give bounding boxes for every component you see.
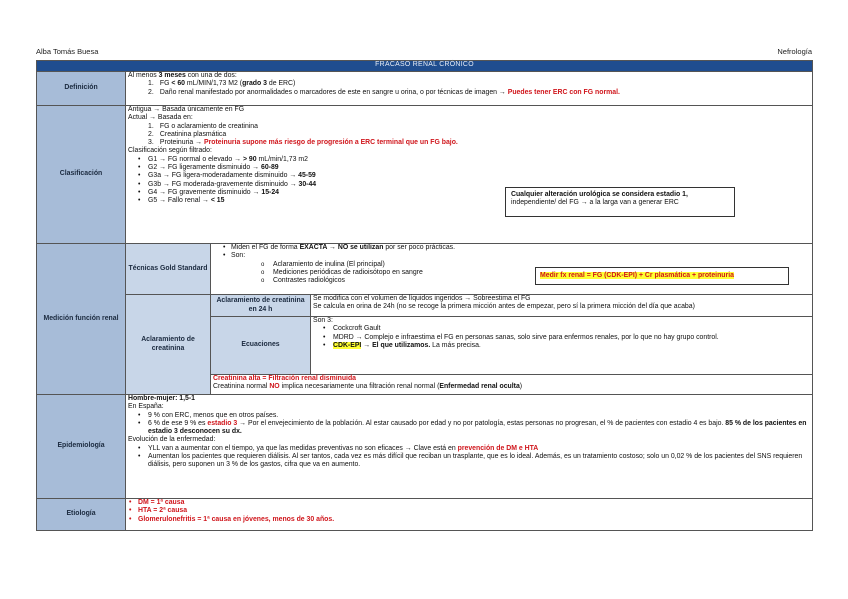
etiologia-content: • DM = 1ª causa • HTA = 2ª causa • Glomerulonefritis = 1ª causa en jóvenes, menos de 30 años. (126, 499, 813, 531)
clasificacion-content: Antigua → Basada únicamente en FG Actual → Basada en: 1. FG o aclaramiento de creatinina 2. Creatinina plasmática 3. Proteinuria → Proteinuria supone más riesgo de progresión a ERC terminal que un FG bajo. Clasificación según filtrado: • G1 → FG normal o elevado → > 90 mL/min/1,73 m2 • G2 → FG ligeramente disminuido → 60-89 • G3a → FG ligera-moderadamente disminuido → 45-59 • G3b → FG moderada-gravemente disminuido → 30-44 • G4 → FG gravemente disminuido → 15-24 • G5 → Fallo renal → < 15 (126, 106, 813, 244)
row-clasificacion (37, 106, 813, 244)
arrow-icon: → (498, 88, 506, 96)
label-ecuaciones: Ecuaciones (211, 317, 311, 375)
arrow-icon: → (195, 139, 203, 147)
medicion-callout: Medir fx renal = FG (CDK-EPI) + Cr plasmática + proteinuria (535, 267, 789, 285)
row-epidemiologia (37, 395, 813, 499)
row-etiologia (37, 499, 813, 531)
definicion-content: Al menos 3 meses con una de dos: 1. FG < 60 mL/MIN/1,73 M2 (grado 3 de ERC) 2. Daño renal manifestado por anormalidades o marcadores de este en sangre u orina, o por técnicas de imagen → Puedes tener ERC con FG normal. (126, 72, 813, 106)
tecnicas-content: • Miden el FG de forma EXACTA → NO se utilizan por ser poco prácticas. • Son: o Aclaramiento de inulina (El principal) o Mediciones periódicas de radioisótopo en sangre o Contrastes radiológicos (211, 244, 813, 295)
header-author: Alba Tomás Buesa (36, 47, 99, 56)
row-definicion (37, 72, 813, 106)
section-label-epidemiologia: Epidemiología (37, 395, 126, 499)
section-label-medicion: Medición función renal (37, 244, 126, 395)
epidemiologia-content: Hombre-mujer: 1,5-1 En España: • 9 % con ERC, menos que en otros países. • 6 % de ese 9 % es estadio 3 → Por el envejecimiento de la población. Al estar causado por edad y no por patología, estas personas no progresan, el % de pacientes con estadio 4 es bajo. 85 % de los pacientes en estadio 3 desconocen su dx. Evolución de la enfermedad: • YLL van a aumentar con el tiempo, ya que las medidas preventivas no son eficaces → Clave está en prevención de DM e HTA • Aumentan los pacientes que requieren diálisis. Al ser tantos, cada vez es más difícil que reciban un trasplante, que es lo ideal. Además, es un tratamiento costoso; solo un 0,02 % de los pacientes del SNS requieren diálisis, pero suponen un 3 % de los gastos, cifra que va en aumento. (126, 395, 813, 499)
clasificacion-callout: Cualquier alteración urológica se considera estadio 1, independiente/ del FG → a la larga van a generar ERC (505, 187, 735, 217)
section-label-clasificacion: Clasificación (37, 106, 126, 244)
label-aclaramiento-24h: Aclaramiento de creatinina en 24 h (211, 295, 311, 317)
creatinina-note: Creatinina alta = Filtración renal disminuida Creatinina normal NO implica necesariamente una filtración renal normal (Enfermedad renal oculta) (211, 375, 813, 395)
subsection-label-tecnicas: Técnicas Gold Standard (126, 244, 211, 295)
header-subject: Nefrología (777, 47, 812, 56)
section-label-definicion: Definición (37, 72, 126, 106)
aclaramiento-24h-content: Se modifica con el volumen de líquidos ingeridos → Sobreestima el FG Se calcula en orina de 24h (no se recoge la primera micción antes de empezar, pero sí la primera micción del día que acaba) (311, 295, 813, 317)
row-medicion-aclaramiento-24h (37, 295, 813, 317)
summary-table (36, 60, 813, 531)
page-title: FRACASO RENAL CRÓNICO (37, 61, 813, 72)
subsection-label-aclaramiento: Aclaramiento de creatinina (126, 295, 211, 395)
section-label-etiologia: Etiología (37, 499, 126, 531)
ecuaciones-content: Son 3: • Cockcroft Gault • MDRD → Complejo e infraestima el FG en personas sanas, solo sirve para enfermos renales, por lo que no hay grupo control. • CDK-EPI → El que utilizamos. La más precisa. (311, 317, 813, 375)
